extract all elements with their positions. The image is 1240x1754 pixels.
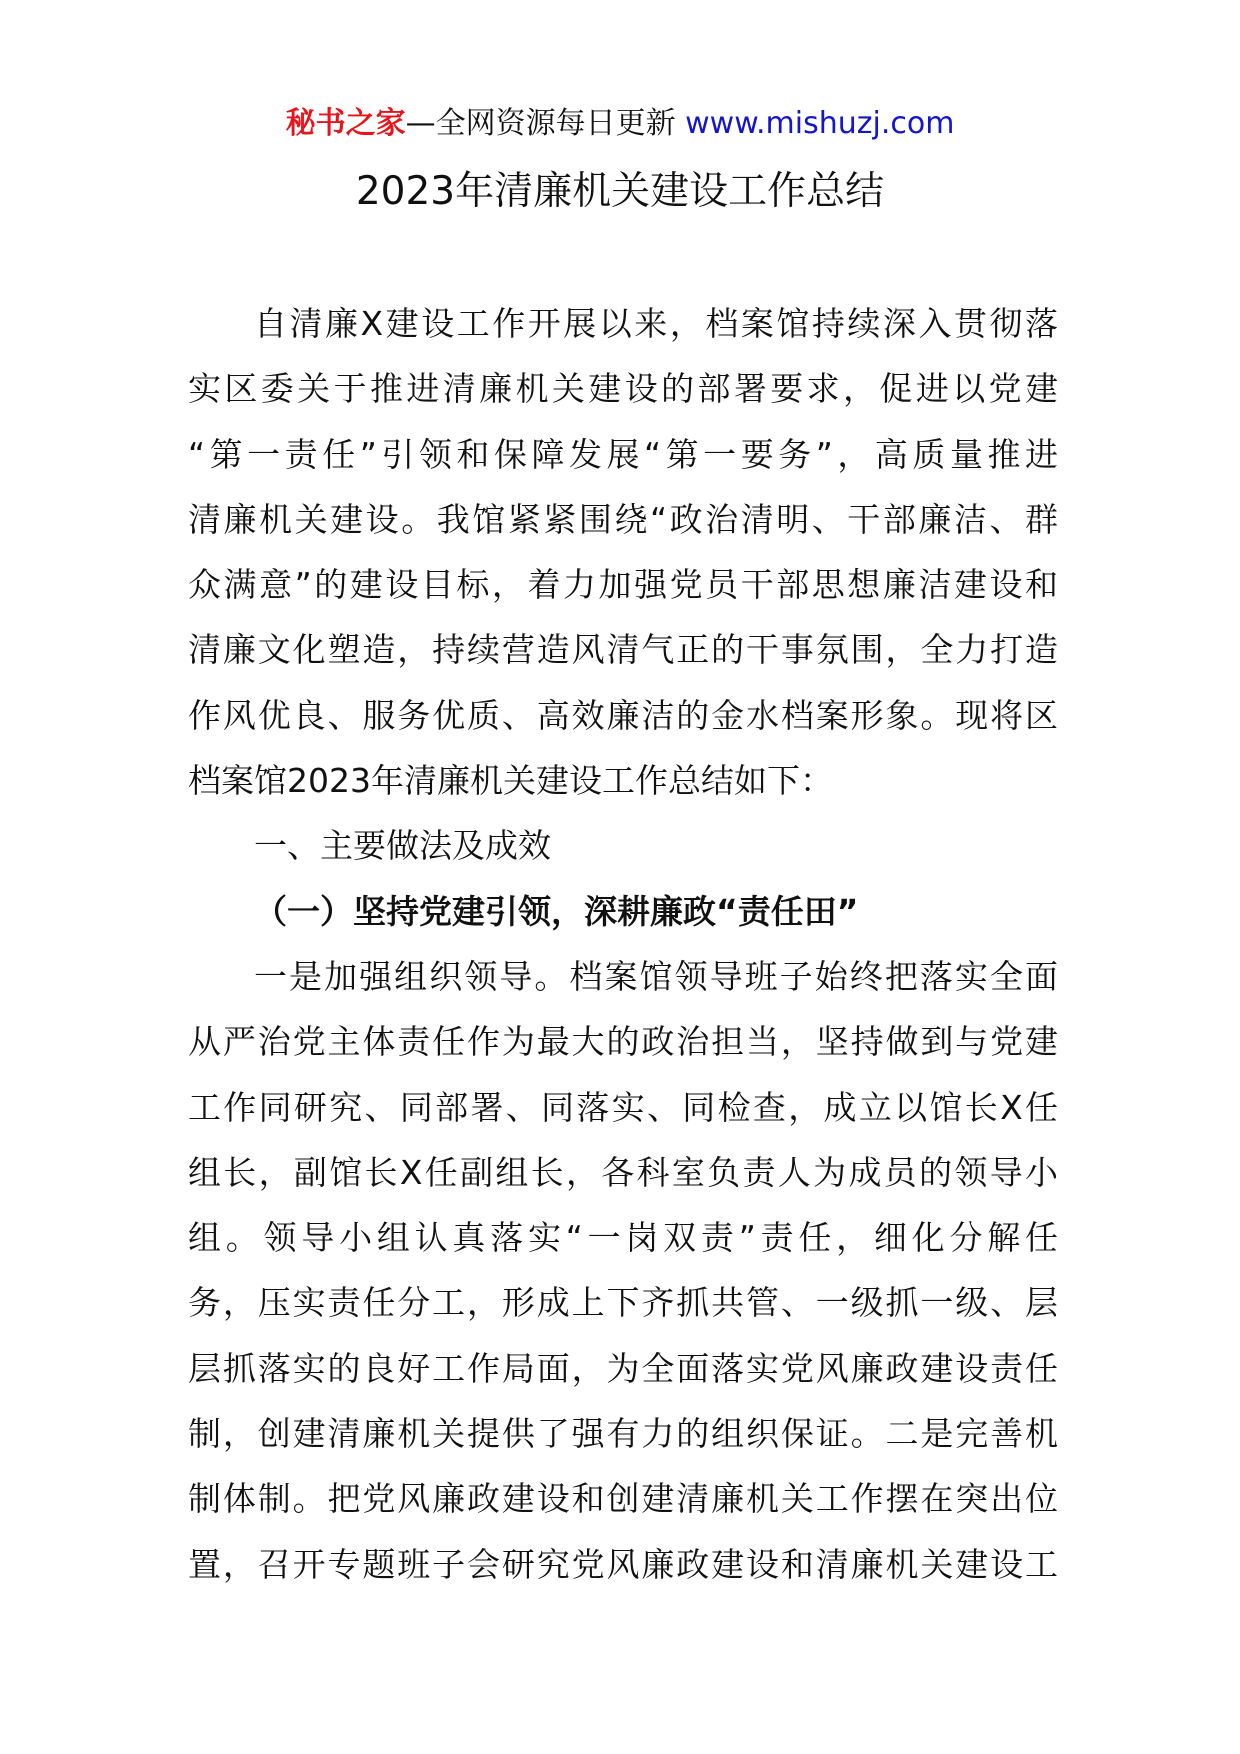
paragraph-line: 组。领导小组认真落实“一岗双责”责任，细化分解任 — [188, 1218, 1058, 1258]
paragraph-line: 档案馆2023年清廉机关建设工作总结如下： — [188, 761, 833, 801]
site-tagline: —全网资源每日更新 — [405, 106, 686, 141]
document-title: 2023年清廉机关建设工作总结 — [355, 169, 885, 214]
paragraph-line: 一是加强组织领导。档案馆领导班子始终把落实全面 — [254, 956, 1058, 996]
paragraph-line: 众满意”的建设目标，着力加强党员干部思想廉洁建设和 — [188, 565, 1058, 605]
paragraph-line: 自清廉X建设工作开展以来，档案馆持续深入贯彻落 — [254, 304, 1058, 343]
paragraph-line: 务，压实责任分工，形成上下齐抓共管、一级抓一级、层 — [188, 1283, 1058, 1323]
paragraph-line: 从严治党主体责任作为最大的政治担当，坚持做到与党建 — [188, 1022, 1058, 1062]
paragraph-line: 层抓落实的良好工作局面，为全面落实党风廉政建设责任 — [188, 1348, 1058, 1388]
paragraph-line: “第一责任”引领和保障发展“第一要务”，高质量推进 — [188, 434, 1058, 474]
site-header — [0, 104, 1240, 144]
paragraph-line: 组长，副馆长X任副组长，各科室负责人为成员的领导小 — [188, 1152, 1058, 1192]
subsection-heading: （一）坚持党建引领，深耕廉政“责任田” — [254, 891, 859, 931]
paragraph-line: 置，召开专题班子会研究党风廉政建设和清廉机关建设工 — [188, 1544, 1058, 1584]
site-url-link[interactable]: www.mishuzj.com — [685, 106, 955, 141]
paragraph-line: 清廉机关建设。我馆紧紧围绕“政治清明、干部廉洁、群 — [188, 499, 1058, 539]
document-body — [188, 291, 1058, 1597]
paragraph-line: 清廉文化塑造，持续营造风清气正的干事氛围，全力打造 — [188, 630, 1058, 670]
site-brand: 秘书之家 — [285, 106, 406, 141]
paragraph-line: 作风优良、服务优质、高效廉洁的金水档案形象。现将区 — [188, 695, 1058, 735]
section-heading: 一、主要做法及成效 — [254, 826, 551, 866]
paragraph-line: 制体制。把党风廉政建设和创建清廉机关工作摆在突出位 — [188, 1479, 1058, 1519]
paragraph-line: 实区委关于推进清廉机关建设的部署要求，促进以党建 — [188, 369, 1058, 409]
paragraph-line: 工作同研究、同部署、同落实、同检查，成立以馆长X任 — [188, 1087, 1058, 1127]
paragraph-line: 制，创建清廉机关提供了强有力的组织保证。二是完善机 — [188, 1414, 1058, 1454]
